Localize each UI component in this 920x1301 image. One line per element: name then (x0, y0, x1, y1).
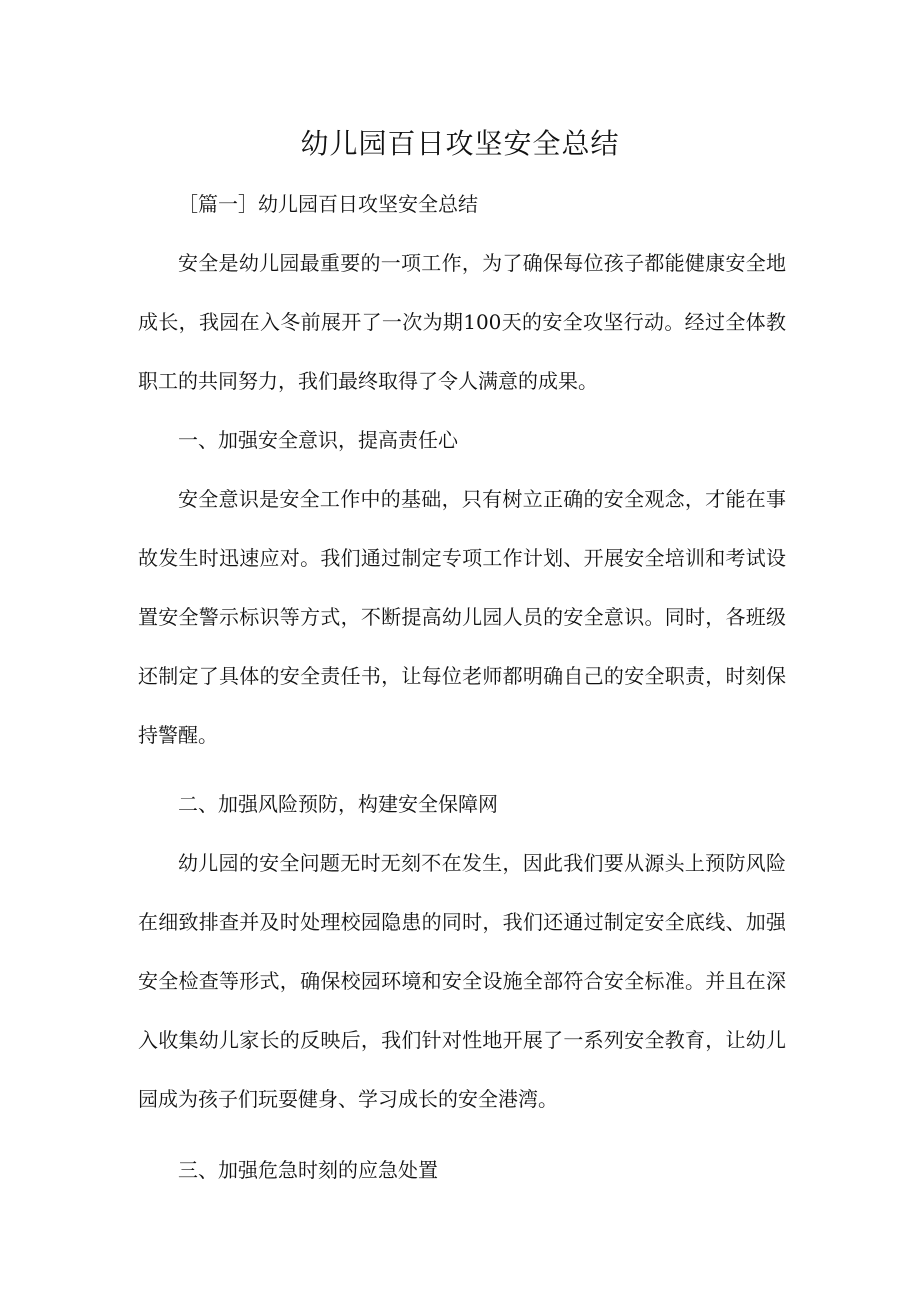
section-heading-3: 三、加强危急时刻的应急处置 (178, 1158, 438, 1182)
paragraph-intro: 安全是幼儿园最重要的一项工作，为了确保每位孩子都能健康安全地成长，我园在入冬前展开了一次为期100天的安全攻坚行动。经过全体教职工的共同努力，我们最终取得了令人满意的成果。 (138, 251, 786, 393)
document-title: 幼儿园百日攻坚安全总结 (300, 127, 620, 160)
paragraph-section-2: 幼儿园的安全问题无时无刻不在发生，因此我们要从源头上预防风险在细致排查并及时处理校园隐患的同时，我们还通过制定安全底线、加强安全检查等形式，确保校园环境和安全设施全部符合安全标准。并且在深入收集幼儿家长的反映后，我们针对性地开展了一系列安全教育，让幼儿园成为孩子们玩耍健身、学习成长的安全港湾。 (138, 851, 786, 1111)
document-subtitle: ［篇一］幼儿园百日攻坚安全总结 (178, 192, 478, 216)
paragraph-section-1: 安全意识是安全工作中的基础，只有树立正确的安全观念，才能在事故发生时迅速应对。我们通过制定专项工作计划、开展安全培训和考试设置安全警示标识等方式，不断提高幼儿园人员的安全意识。同时，各班级还制定了具体的安全责任书，让每位老师都明确自己的安全职责，时刻保持警醒。 (138, 487, 786, 747)
section-heading-1: 一、加强安全意识，提高责任心 (178, 428, 458, 452)
section-heading-2: 二、加强风险预防，构建安全保障网 (178, 792, 498, 816)
